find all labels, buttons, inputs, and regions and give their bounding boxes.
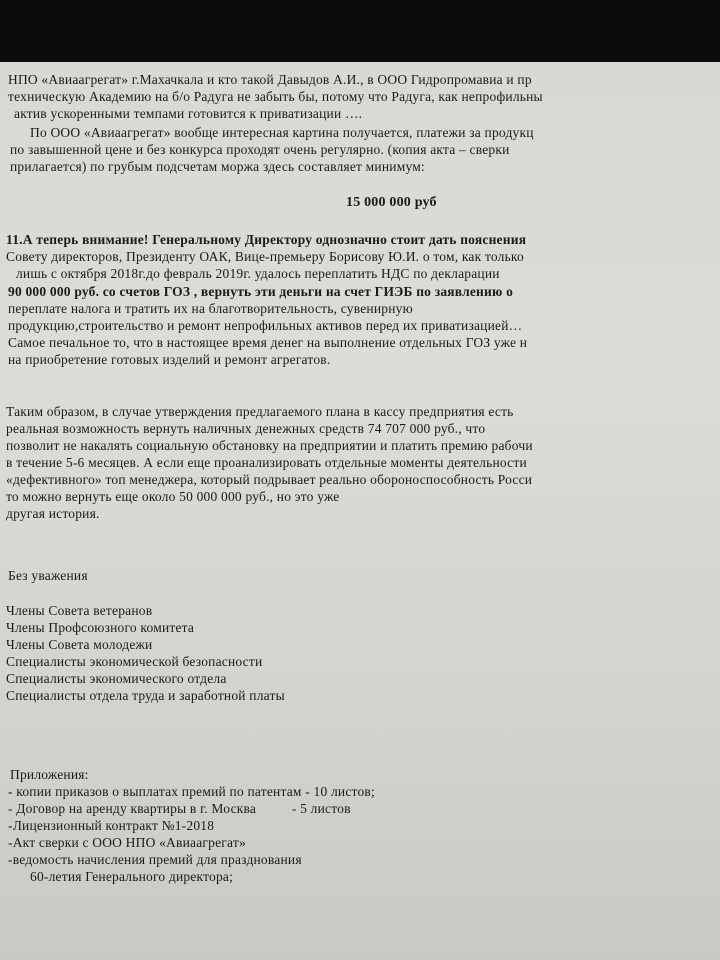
section-11-line: лишь с октября 2018г.до февраль 2019г. удалось переплатить НДС по декларации bbox=[16, 266, 500, 281]
conclusion-line: Таким образом, в случае утверждения предлагаемого плана в кассу предприятия есть bbox=[6, 404, 514, 419]
section-11-line: на приобретение готовых изделий и ремонт агрегатов. bbox=[8, 352, 331, 367]
attachments-title: Приложения: bbox=[10, 767, 89, 782]
attachment-item: - Договор на аренду квартиры в г. Москва - 5 листов bbox=[8, 801, 351, 816]
closing-phrase: Без уважения bbox=[8, 568, 88, 583]
section-11-line: продукцию,строительство и ремонт непрофильных активов перед их приватизацией… bbox=[8, 318, 523, 333]
signatory: Члены Профсоюзного комитета bbox=[6, 620, 195, 635]
signatory: Специалисты экономической безопасности bbox=[6, 654, 263, 669]
attachment-item: 60-летия Генерального директора; bbox=[30, 869, 234, 884]
section-11-line: Самое печальное то, что в настоящее время денег на выполнение отдельных ГОЗ уже н bbox=[8, 335, 528, 350]
monitor-bezel bbox=[0, 0, 720, 62]
intro-line: техническую Академию на б/о Радуга не забыть бы, потому что Радуга, как непрофильны bbox=[8, 89, 543, 104]
intro-line: актив ускоренными темпами готовится к приватизации …. bbox=[14, 106, 363, 121]
intro-line: По ООО «Авиаагрегат» вообще интересная картина получается, платежи за продукц bbox=[30, 125, 534, 140]
signatory: Специалисты отдела труда и заработной платы bbox=[6, 688, 285, 703]
conclusion-line: то можно вернуть еще около 50 000 000 руб., но это уже bbox=[6, 489, 340, 504]
signatory: Специалисты экономического отдела bbox=[6, 671, 227, 686]
section-11-line: 11.А теперь внимание! Генеральному Директору однозначно стоит дать пояснения bbox=[6, 232, 527, 247]
section-11-line: 90 000 000 руб. со счетов ГОЗ , вернуть эти деньги на счет ГИЭБ по заявлению о bbox=[8, 284, 514, 299]
intro-line: по завышенной цене и без конкурса проходят очень регулярно. (копия акта – сверки bbox=[10, 142, 510, 157]
conclusion-line: в течение 5-6 месяцев. А если еще проанализировать отдельные моменты деятельности bbox=[6, 455, 527, 470]
intro-line: НПО «Авиаагрегат» г.Махачкала и кто такой Давыдов А.И., в ООО Гидропромавиа и пр bbox=[8, 72, 532, 87]
amount-total: 15 000 000 руб bbox=[346, 195, 437, 210]
intro-line: прилагается) по грубым подсчетам моржа здесь составляет минимум: bbox=[10, 159, 425, 174]
conclusion-line: «дефективного» топ менеджера, который подрывает реально обороноспособность Росси bbox=[6, 472, 533, 487]
conclusion-line: позволит не накалять социальную обстановку на предприятии и платить премию рабочи bbox=[6, 438, 533, 453]
attachment-item: - копии приказов о выплатах премий по патентам - 10 листов; bbox=[8, 784, 375, 799]
signatory: Члены Совета молодежи bbox=[6, 637, 153, 652]
document-body bbox=[0, 62, 720, 960]
signatory: Члены Совета ветеранов bbox=[6, 603, 153, 618]
conclusion-line: реальная возможность вернуть наличных денежных средств 74 707 000 руб., что bbox=[6, 421, 486, 436]
attachment-item: -Акт сверки с ООО НПО «Авиаагрегат» bbox=[8, 835, 246, 850]
attachment-item: -ведомость начисления премий для празднования bbox=[8, 852, 302, 867]
conclusion-line: другая история. bbox=[6, 506, 100, 521]
document-page bbox=[0, 62, 720, 960]
attachment-item: -Лицензионный контракт №1-2018 bbox=[8, 818, 215, 833]
section-11-line: Совету директоров, Президенту ОАК, Вице-премьеру Борисову Ю.И. о том, как только bbox=[6, 249, 524, 264]
section-11-line: переплате налога и тратить их на благотворительность, сувенирную bbox=[8, 301, 413, 316]
